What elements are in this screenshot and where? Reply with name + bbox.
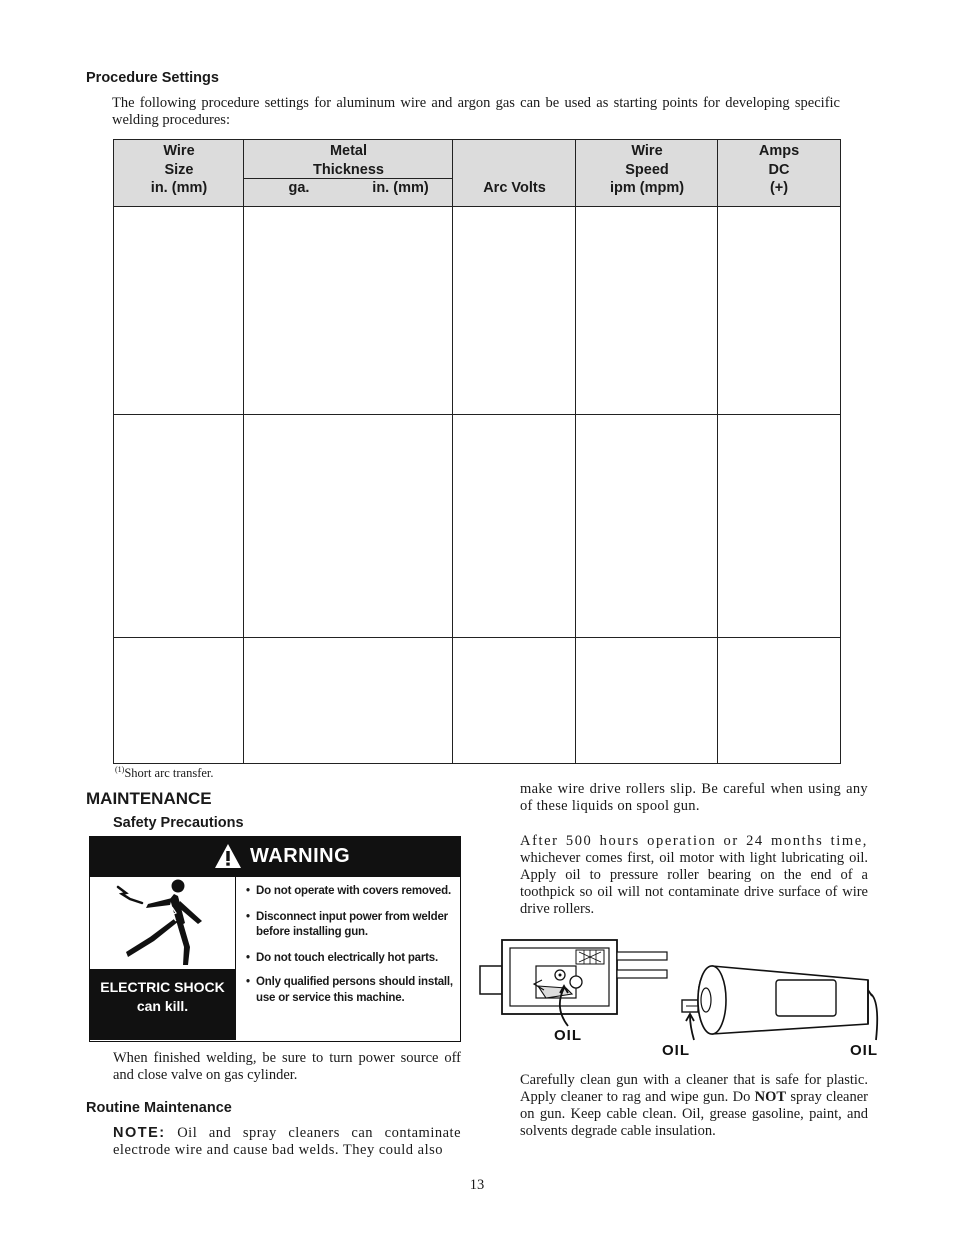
oil-label: OIL <box>662 1042 690 1059</box>
header-wire-size-line1: Wire <box>163 143 195 159</box>
electric-shock-hazard <box>90 969 235 1040</box>
electric-shock-figure-icon <box>90 877 235 969</box>
warning-label <box>89 836 461 1042</box>
col-divider <box>717 140 718 763</box>
cleaning-text-bold: NOT <box>754 1089 787 1105</box>
cleaning-paragraph <box>520 1072 868 1140</box>
oil-label: OIL <box>554 1027 582 1044</box>
header-metal-line1: Metal <box>329 143 368 159</box>
row-divider <box>114 414 840 415</box>
header-metal-in: in. (mm) <box>372 180 429 196</box>
warning-item: • Do not operate with covers removed. <box>246 884 456 900</box>
lubrication-paragraph <box>520 833 868 918</box>
procedure-heading: Procedure Settings <box>86 70 219 86</box>
header-wire-size-line3: in. (mm) <box>150 180 208 196</box>
cleaning-text-2: spray cleaner on gun. Keep cable clean. Oil, grease gasoline, paint, and solvents degrade cable insulation. <box>520 1089 868 1139</box>
header-wire-speed <box>576 142 718 198</box>
oil-points-diagram <box>476 930 886 1065</box>
lubrication-rest: whichever comes first, oil motor with light lubricating oil. Apply oil to pressure roller bearing on the end of a toothpick so oil will not contaminate drive surface of wire drive rollers. <box>520 850 868 917</box>
warning-divider <box>235 877 236 1040</box>
header-amps <box>718 142 840 198</box>
note-label: NOTE: <box>113 1125 166 1141</box>
header-speed-line2: Speed <box>625 161 669 178</box>
safety-heading: Safety Precautions <box>113 815 244 831</box>
warning-triangle-icon <box>214 843 242 869</box>
table-footnote <box>115 766 214 781</box>
lubrication-first-line: After 500 hours operation or 24 months time, <box>520 833 868 849</box>
hazard-line2: can kill. <box>136 998 189 1014</box>
oil-label: OIL <box>850 1042 878 1059</box>
header-metal-ga: ga. <box>288 180 310 196</box>
warning-title: WARNING <box>250 845 351 867</box>
row-divider <box>114 637 840 638</box>
procedure-intro: The following procedure settings for aluminum wire and argon gas can be used as starting points for developing specific welding procedures: <box>112 95 840 128</box>
header-arc-volts: Arc Volts <box>483 180 546 196</box>
header-amps-line2: DC <box>768 161 790 178</box>
warning-header <box>90 837 460 877</box>
note-paragraph <box>113 1125 461 1159</box>
maintenance-heading: MAINTENANCE <box>86 789 212 808</box>
warning-item: • Disconnect input power from welder before installing gun. <box>246 910 456 941</box>
warning-list <box>246 884 456 1016</box>
continued-paragraph: make wire drive rollers slip. Be careful when using any of these liquids on spool gun. <box>520 781 868 814</box>
footnote-text: Short arc transfer. <box>124 766 214 780</box>
col-divider <box>452 140 453 763</box>
warning-item: • Only qualified persons should install, use or service this machine. <box>246 975 456 1006</box>
hazard-line1: ELECTRIC SHOCK <box>100 979 225 995</box>
page-number: 13 <box>469 1177 485 1193</box>
finished-welding-text: When finished welding, be sure to turn power source off and close valve on gas cylinder. <box>113 1050 461 1083</box>
header-speed-line3: ipm (mpm) <box>609 180 685 196</box>
header-metal-thickness <box>244 142 453 179</box>
header-amps-line1: Amps <box>758 143 800 159</box>
warning-item: • Do not touch electrically hot parts. <box>246 951 456 967</box>
header-amps-line3: (+) <box>769 180 789 196</box>
col-divider <box>243 140 244 763</box>
header-wire-size-line2: Size <box>164 161 194 178</box>
routine-heading: Routine Maintenance <box>86 1100 232 1116</box>
cleaning-text-1: Carefully clean gun with a cleaner that is safe for plastic. Apply cleaner to rag and wipe gun. Do <box>520 1072 868 1105</box>
header-speed-line1: Wire <box>631 143 663 159</box>
footnote-marker: (1) <box>115 765 125 774</box>
table-header <box>114 140 840 207</box>
procedure-table <box>113 139 841 764</box>
note-text: Oil and spray cleaners can contaminate electrode wire and cause bad welds. They could also <box>113 1125 461 1158</box>
header-metal-line2: Thickness <box>313 161 384 178</box>
col-divider <box>575 140 576 763</box>
header-wire-size <box>114 142 244 198</box>
